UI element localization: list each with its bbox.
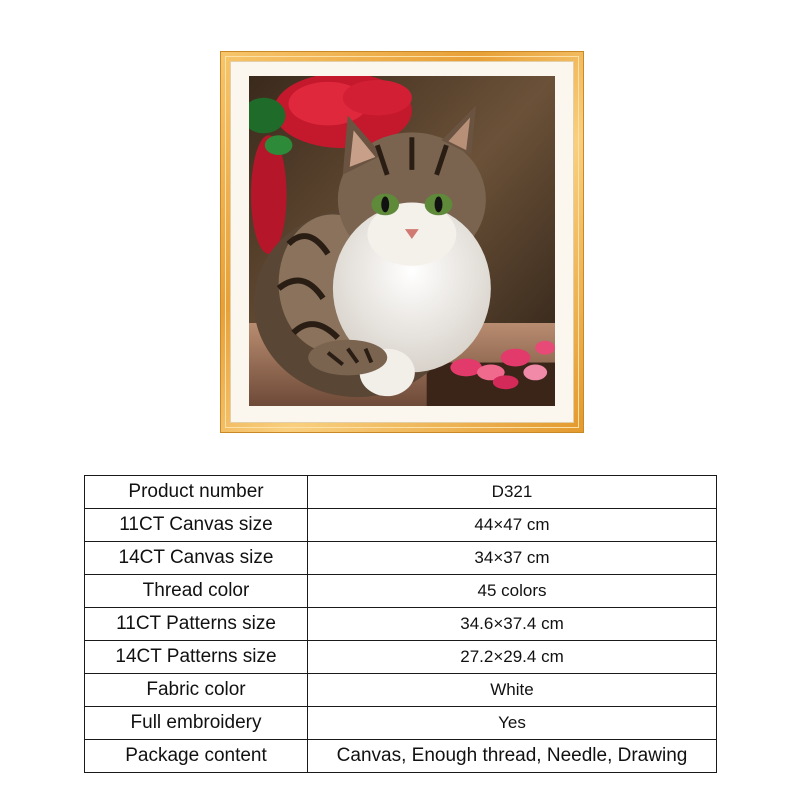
spec-label: 11CT Canvas size bbox=[85, 509, 308, 542]
spec-value: 34.6×37.4 cm bbox=[308, 608, 717, 641]
spec-value: 27.2×29.4 cm bbox=[308, 641, 717, 674]
table-row bbox=[85, 608, 717, 641]
spec-label: Thread color bbox=[85, 575, 308, 608]
spec-value: D321 bbox=[308, 476, 717, 509]
table-row bbox=[85, 542, 717, 575]
table-row bbox=[85, 674, 717, 707]
gold-picture-frame bbox=[220, 51, 584, 433]
spec-label: 14CT Patterns size bbox=[85, 641, 308, 674]
product-spec-table bbox=[84, 475, 717, 773]
spec-label: Product number bbox=[85, 476, 308, 509]
table-row bbox=[85, 740, 717, 773]
table-row bbox=[85, 575, 717, 608]
spec-value: 45 colors bbox=[308, 575, 717, 608]
table-row bbox=[85, 641, 717, 674]
spec-label: Package content bbox=[85, 740, 308, 773]
table-row bbox=[85, 476, 717, 509]
table-row bbox=[85, 509, 717, 542]
spec-value: White bbox=[308, 674, 717, 707]
spec-label: Full embroidery bbox=[85, 707, 308, 740]
table-row bbox=[85, 707, 717, 740]
spec-value: Canvas, Enough thread, Needle, Drawing bbox=[308, 740, 717, 773]
spec-label: Fabric color bbox=[85, 674, 308, 707]
cat-artwork-svg bbox=[249, 76, 555, 406]
picture-mat bbox=[230, 61, 574, 423]
spec-value: 34×37 cm bbox=[308, 542, 717, 575]
spec-label: 14CT Canvas size bbox=[85, 542, 308, 575]
cat-artwork-image bbox=[249, 76, 555, 406]
spec-value: 44×47 cm bbox=[308, 509, 717, 542]
spec-label: 11CT Patterns size bbox=[85, 608, 308, 641]
spec-value: Yes bbox=[308, 707, 717, 740]
